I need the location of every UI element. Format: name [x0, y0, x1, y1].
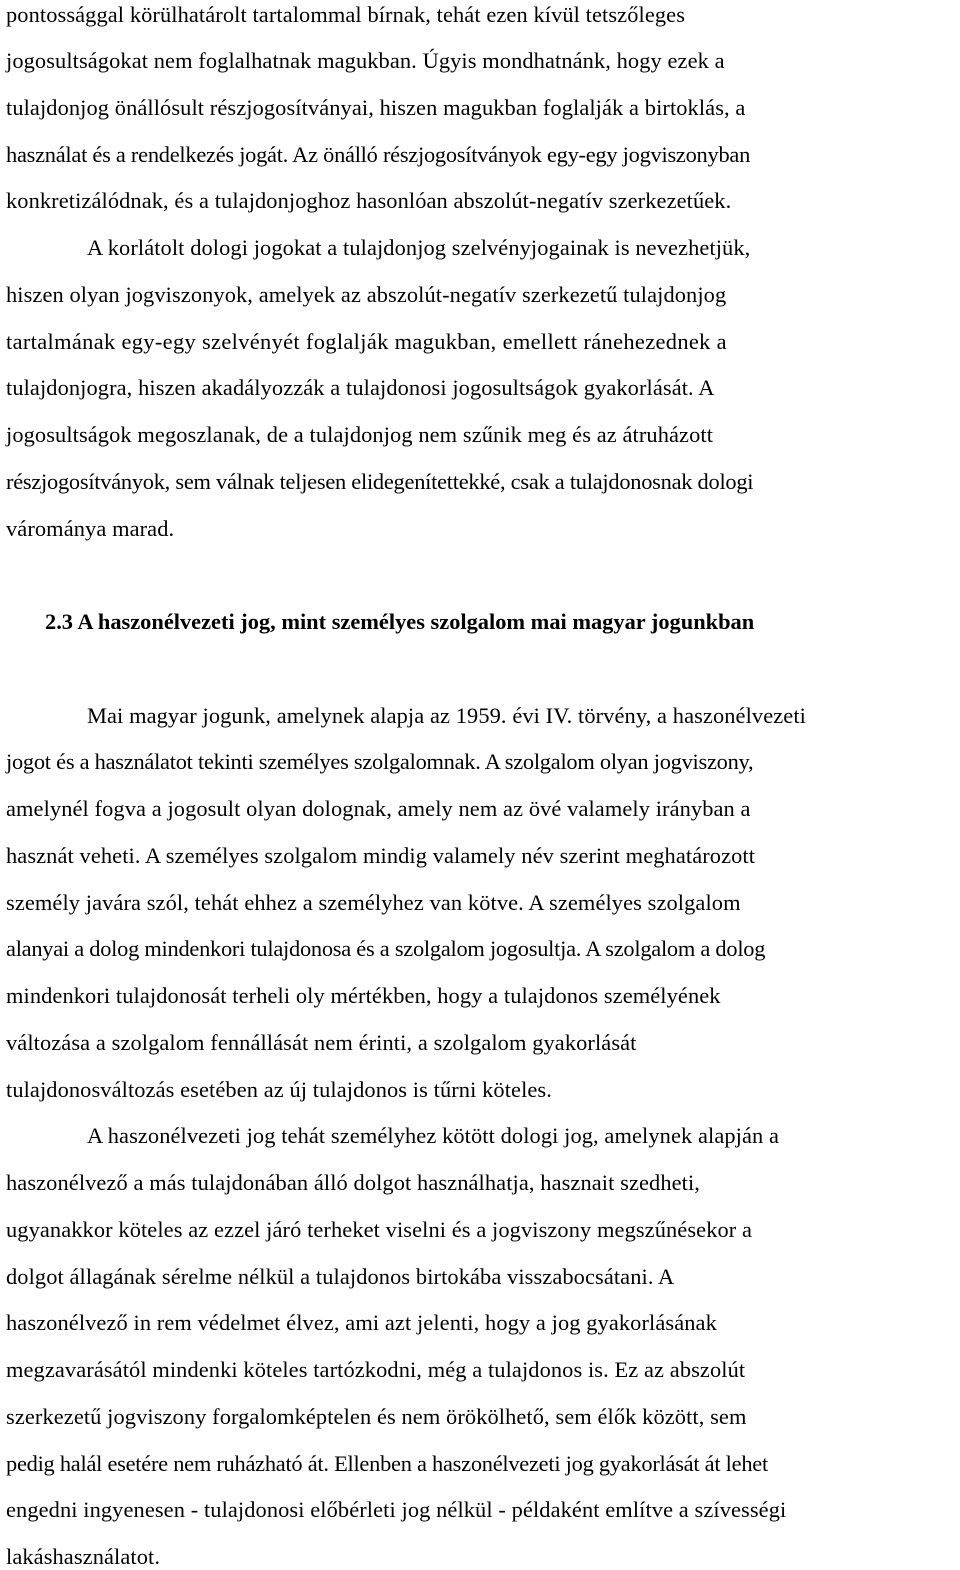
body-text-line: jogosultságok megoszlanak, de a tulajdonjog nem szűnik meg és az átruházott [6, 422, 714, 447]
body-text-line: haszonélvező in rem védelmet élvez, ami azt jelenti, hogy a jog gyakorlásának [6, 1310, 717, 1335]
body-text-line: tulajdonjogra, hiszen akadályozzák a tulajdonosi jogosultságok gyakorlását. A [6, 375, 715, 400]
body-text-line: engedni ingyenesen - tulajdonosi előbérleti jog nélkül - példaként említve a szívességi [6, 1497, 787, 1522]
body-text-line: jogosultságokat nem foglalhatnak magukban. Úgyis mondhatnánk, hogy ezek a [6, 48, 725, 73]
body-text-line: jogot és a használatot tekinti személyes szolgalomnak. A szolgalom olyan jogviszony, [6, 749, 754, 774]
body-text-line: haszonélvező a más tulajdonában álló dolgot használhatja, hasznait szedheti, [6, 1170, 701, 1195]
body-text-line: alanyai a dolog mindenkori tulajdonosa és a szolgalom jogosultja. A szolgalom a dolog [6, 936, 766, 961]
body-text-line: hiszen olyan jogviszonyok, amelyek az abszolút-negatív szerkezetű tulajdonjog [6, 282, 727, 307]
paragraph-first-line: Mai magyar jogunk, amelynek alapja az 1959. évi IV. törvény, a haszonélvezeti [87, 703, 806, 728]
body-text-line: változása a szolgalom fennállását nem érinti, a szolgalom gyakorlását [6, 1030, 637, 1055]
body-text-line: tartalmának egy-egy szelvényét foglalják magukban, emellett ránehezednek a [6, 329, 727, 354]
body-text-line: szerkezetű jogviszony forgalomképtelen és nem örökölhető, sem élők között, sem [6, 1404, 747, 1429]
body-text-line: tulajdonjog önállósult részjogosítványai, hiszen magukban foglalják a birtoklás, a [6, 95, 746, 120]
body-text-line: lakáshasználatot. [6, 1544, 161, 1569]
body-text-line: pedig halál esetére nem ruházható át. Ellenben a haszonélvezeti jog gyakorlását át lehet [6, 1451, 768, 1476]
section-heading: 2.3 A haszonélvezeti jog, mint személyes szolgalom mai magyar jogunkban [45, 609, 755, 634]
body-text-line: dolgot állagának sérelme nélkül a tulajdonos birtokába visszabocsátani. A [6, 1264, 675, 1289]
body-text-line: pontossággal körülhatárolt tartalommal bírnak, tehát ezen kívül tetszőleges [6, 2, 686, 27]
body-text-line: használat és a rendelkezés jogát. Az önálló részjogosítványok egy-egy jogviszonyban [6, 142, 751, 167]
body-text-line: ugyanakkor köteles az ezzel járó terheket viselni és a jogviszony megszűnésekor a [6, 1217, 753, 1242]
paragraph-first-line: A korlátolt dologi jogokat a tulajdonjog szelvényjogainak is nevezhetjük, [87, 235, 751, 260]
body-text-line: tulajdonosváltozás esetében az új tulajdonos is tűrni köteles. [6, 1077, 552, 1102]
body-text-line: hasznát veheti. A személyes szolgalom mindig valamely név szerint meghatározott [6, 843, 756, 868]
paragraph-first-line: A haszonélvezeti jog tehát személyhez kötött dologi jog, amelynek alapján a [87, 1123, 780, 1148]
body-text-line: amelynél fogva a jogosult olyan dolognak, amely nem az övé valamely irányban a [6, 796, 751, 821]
body-text-line: mindenkori tulajdonosát terheli oly mértékben, hogy a tulajdonos személyének [6, 983, 721, 1008]
body-text-line: várománya marad. [6, 516, 175, 541]
body-text-line: személy javára szól, tehát ehhez a személyhez van kötve. A személyes szolgalom [6, 890, 741, 915]
body-text-line: konkretizálódnak, és a tulajdonjoghoz hasonlóan abszolút-negatív szerkezetűek. [6, 188, 732, 213]
body-text-line: részjogosítványok, sem válnak teljesen elidegenítettekké, csak a tulajdonosnak dologi [6, 469, 754, 494]
body-text-line: megzavarásától mindenki köteles tartózkodni, még a tulajdonos is. Ez az abszolút [6, 1357, 746, 1382]
